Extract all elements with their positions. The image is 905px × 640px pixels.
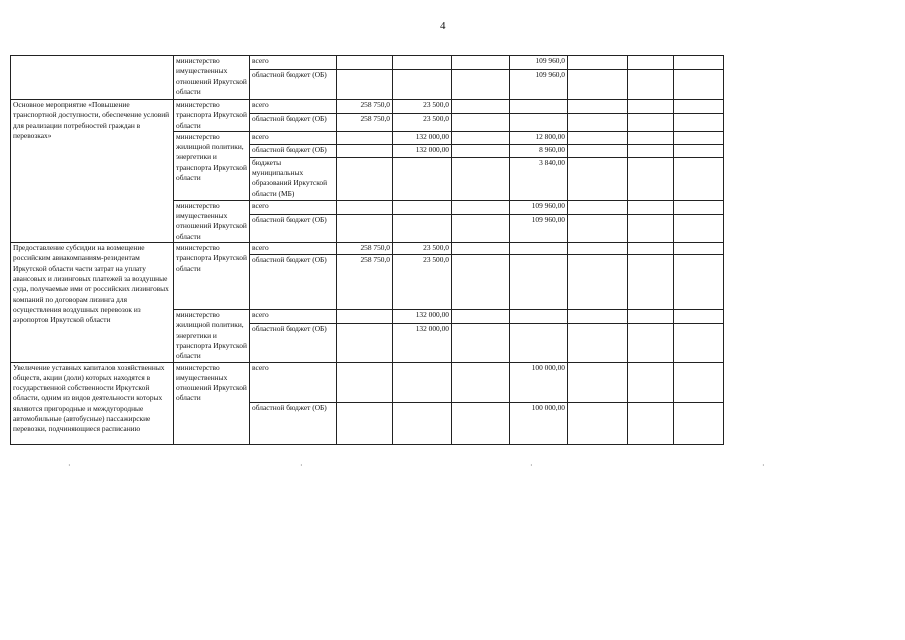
value-cell: 132 000,00 — [393, 323, 452, 362]
source-ob: областной бюджет (ОБ) — [250, 323, 337, 362]
value-cell: 23 500,0 — [393, 255, 452, 310]
scan-speck: · — [68, 461, 71, 470]
value-cell: 258 750,0 — [337, 255, 393, 310]
value-cell: 23 500,0 — [393, 100, 452, 114]
value-cell: 109 960,00 — [510, 200, 568, 214]
source-total: всего — [250, 131, 337, 144]
scan-speck: · — [762, 461, 765, 470]
value-cell: 3 840,00 — [510, 157, 568, 200]
activity-name: Основное мероприятие «Повышение транспортной доступности, обеспечение условий для реализации потребностей граждан в перевозках» — [11, 100, 174, 243]
source-total: всего — [250, 100, 337, 114]
value-cell: 100 000,00 — [510, 402, 568, 444]
page-number: 4 — [440, 20, 446, 32]
ministry-cell: министерство имущественных отношений Иркутской области — [174, 200, 250, 242]
ministry-cell: министерство транспорта Иркутской области — [174, 243, 250, 310]
source-ob: областной бюджет (ОБ) — [250, 214, 337, 242]
value-cell: 109 960,0 — [510, 70, 568, 100]
value-cell: 8 960,00 — [510, 144, 568, 157]
source-ob: областной бюджет (ОБ) — [250, 114, 337, 132]
ministry-cell: министерство имущественных отношений Иркутской области — [174, 362, 250, 444]
budget-table — [10, 55, 724, 445]
value-cell: 132 000,00 — [393, 131, 452, 144]
source-ob: областной бюджет (ОБ) — [250, 402, 337, 444]
ministry-cell: министерство жилищной политики, энергетики и транспорта Иркутской области — [174, 310, 250, 362]
value-cell: 109 960,00 — [510, 214, 568, 242]
value-cell: 12 800,00 — [510, 131, 568, 144]
activity-name: Предоставление субсидии на возмещение российским авиакомпаниям-резидентам Иркутской области части затрат на уплату авансовых и лизинговых платежей за воздушные суда, получаемые ими от российских лизинговых компаний по договорам лизинга для осуществления воздушных перевозок из аэропортов Иркутской области — [11, 243, 174, 362]
value-cell: 23 500,0 — [393, 114, 452, 132]
ministry-cell: министерство транспорта Иркутской области — [174, 100, 250, 132]
value-cell: 258 750,0 — [337, 114, 393, 132]
activity-name: Увеличение уставных капиталов хозяйственных обществ, акции (доли) которых находятся в государственной собственности Иркутской области, одним из видов деятельности которых являются пригородные и междугородные автомобильные (автобусные) пассажирские перевозки, подчиняющиеся расписанию — [11, 362, 174, 444]
activity-cell — [11, 56, 174, 100]
source-ob: областной бюджет (ОБ) — [250, 70, 337, 100]
scan-speck: · — [530, 461, 533, 470]
source-total: всего — [250, 362, 337, 402]
ministry-cell: министерство жилищной политики, энергетики и транспорта Иркутской области — [174, 131, 250, 200]
value-cell: 258 750,0 — [337, 243, 393, 255]
source-ob: областной бюджет (ОБ) — [250, 144, 337, 157]
value-cell: 23 500,0 — [393, 243, 452, 255]
source-mb: бюджеты муниципальных образований Иркутской области (МБ) — [250, 157, 337, 200]
ministry-cell: министерство имущественных отношений Иркутской области — [174, 56, 250, 100]
scan-speck: · — [300, 461, 303, 470]
source-ob: областной бюджет (ОБ) — [250, 255, 337, 310]
value-cell: 132 000,00 — [393, 144, 452, 157]
source-total: всего — [250, 200, 337, 214]
value-cell: 100 000,00 — [510, 362, 568, 402]
source-total: всего — [250, 56, 337, 70]
value-cell: 132 000,00 — [393, 310, 452, 324]
value-cell: 258 750,0 — [337, 100, 393, 114]
value-cell: 109 960,0 — [510, 56, 568, 70]
source-total: всего — [250, 243, 337, 255]
source-total: всего — [250, 310, 337, 324]
